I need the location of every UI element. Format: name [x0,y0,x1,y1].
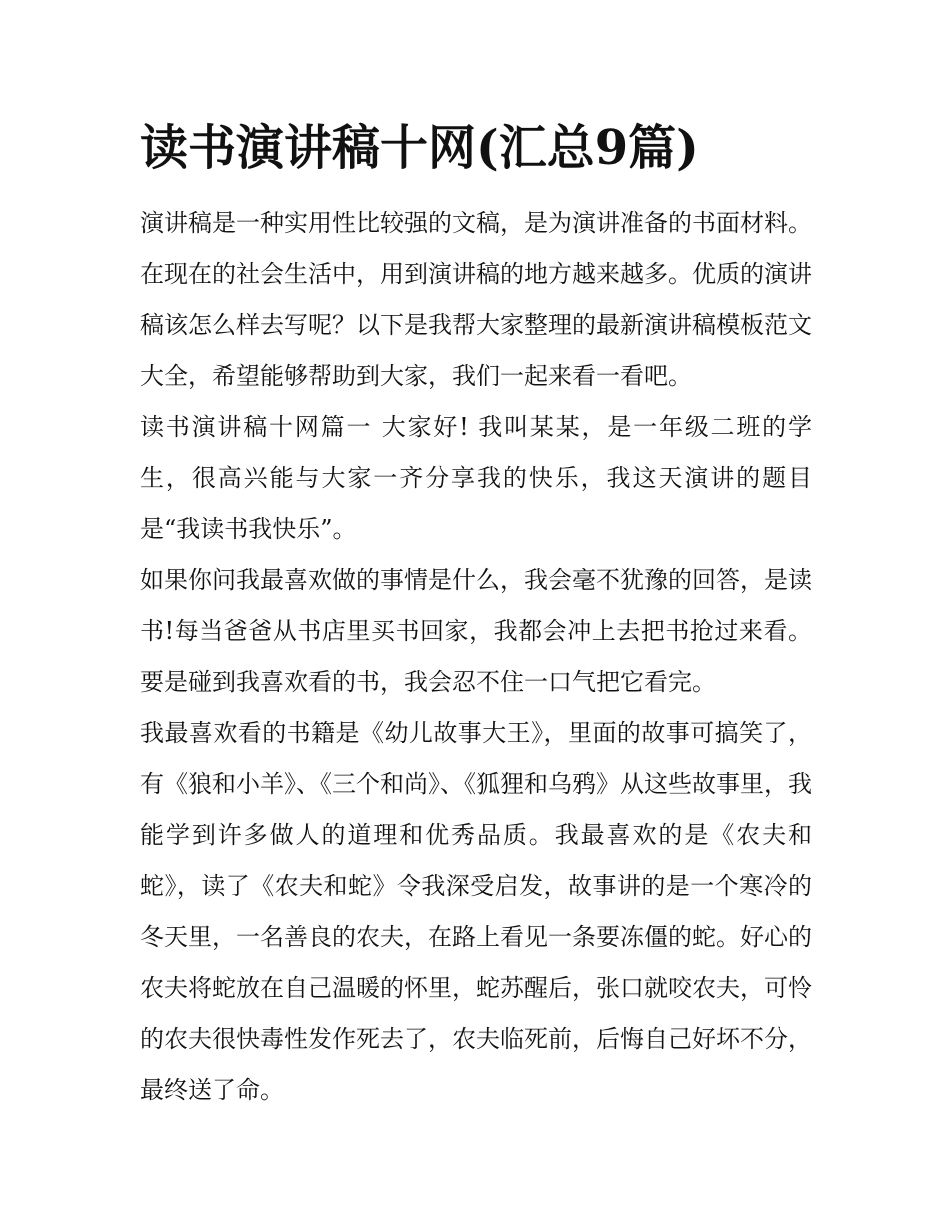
document-title: 读书演讲稿十网(汇总9篇) [140,120,699,176]
document-content [140,112,812,1116]
paragraph-intro: 演讲稿是一种实用性比较强的文稿，是为演讲准备的书面材料。在现在的社会生活中，用到演讲稿的地方越来越多。优质的演讲稿该怎么样去写呢？以下是我帮大家整理的最新演讲稿模板范文大全，希望能够帮助到大家，我们一起来看一看吧。 [140,209,812,390]
paragraph-favorite-books: 我最喜欢看的书籍是《幼儿故事大王》，里面的故事可搞笑了，有《狼和小羊》、《三个和尚》、《狐狸和乌鸦》从这些故事里，我能学到许多做人的道理和优秀品质。我最喜欢的是《农夫和蛇》，读了《农夫和蛇》令我深受启发，故事讲的是一个寒冷的冬天里，一名善良的农夫，在路上看见一条要冻僵的蛇。好心的农夫将蛇放在自己温暖的怀里，蛇苏醒后，张口就咬农夫，可怜的农夫很快毒性发作死去了，农夫临死前，后悔自己好坏不分，最终送了命。 [140,719,812,1104]
paragraph-speech-opening: 读书演讲稿十网篇一 大家好! 我叫某某，是一年级二班的学生，很高兴能与大家一齐分享我的快乐，我这天演讲的题目是“我读书我快乐”。 [140,413,812,543]
paragraph-favorite-activity: 如果你问我最喜欢做的事情是什么，我会毫不犹豫的回答，是读书!每当爸爸从书店里买书回家，我都会冲上去把书抢过来看。要是碰到我喜欢看的书，我会忍不住一口气把它看完。 [140,566,812,696]
